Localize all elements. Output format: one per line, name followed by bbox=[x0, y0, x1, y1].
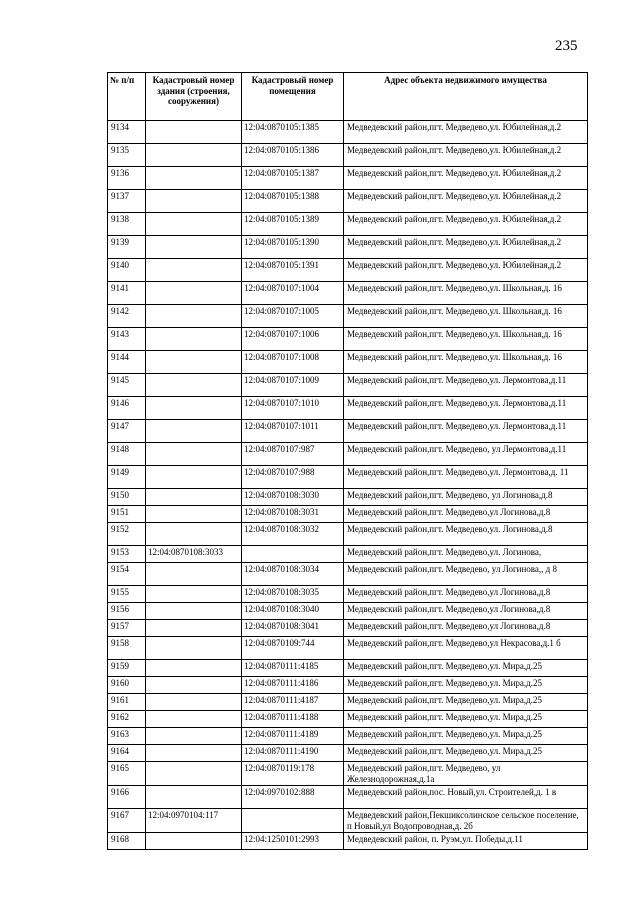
cell-building-cadastral bbox=[146, 144, 242, 167]
cell-room-cadastral: 12:04:0870107:1008 bbox=[242, 351, 344, 374]
cell-room-cadastral: 12:04:0870105:1389 bbox=[242, 213, 344, 236]
cell-room-cadastral: 12:04:0870111:4190 bbox=[242, 745, 344, 762]
cell-number: 9141 bbox=[108, 282, 146, 305]
cell-number: 9135 bbox=[108, 144, 146, 167]
cell-building-cadastral bbox=[146, 603, 242, 620]
cell-room-cadastral: 12:04:0870108:3030 bbox=[242, 489, 344, 506]
header-room-cadastral: Кадастровый номер помещения bbox=[242, 73, 344, 121]
cell-address: Медведевский район,пгт. Медведево,ул. Юбилейная,д.2 bbox=[344, 236, 588, 259]
table-row bbox=[108, 121, 588, 144]
table-row bbox=[108, 563, 588, 586]
page-number: 235 bbox=[555, 38, 578, 54]
cell-room-cadastral bbox=[242, 809, 344, 833]
cell-room-cadastral: 12:04:1250101:2993 bbox=[242, 833, 344, 850]
cell-building-cadastral bbox=[146, 563, 242, 586]
table-row bbox=[108, 144, 588, 167]
cell-number: 9138 bbox=[108, 213, 146, 236]
cell-number: 9163 bbox=[108, 728, 146, 745]
cell-building-cadastral bbox=[146, 328, 242, 351]
cell-address: Медведевский район,пгт. Медведево, ул Логинова,д.8 bbox=[344, 489, 588, 506]
cell-number: 9165 bbox=[108, 762, 146, 786]
cell-number: 9155 bbox=[108, 586, 146, 603]
cell-room-cadastral: 12:04:0870107:1005 bbox=[242, 305, 344, 328]
cell-room-cadastral: 12:04:0870108:3035 bbox=[242, 586, 344, 603]
cell-address: Медведевский район,пгт. Медведево,ул. Мира,д.25 bbox=[344, 711, 588, 728]
cell-number: 9164 bbox=[108, 745, 146, 762]
cell-room-cadastral: 12:04:0870111:4186 bbox=[242, 677, 344, 694]
cell-number: 9153 bbox=[108, 546, 146, 563]
cell-address: Медведевский район,пгт. Медведево,ул. Юбилейная,д.2 bbox=[344, 190, 588, 213]
cell-room-cadastral: 12:04:0870107:1010 bbox=[242, 397, 344, 420]
cell-room-cadastral: 12:04:0870107:1009 bbox=[242, 374, 344, 397]
cell-building-cadastral: 12:04:0970104:117 bbox=[146, 809, 242, 833]
table-header-row bbox=[108, 73, 588, 121]
cell-building-cadastral bbox=[146, 466, 242, 489]
cell-building-cadastral bbox=[146, 694, 242, 711]
table-row bbox=[108, 620, 588, 637]
cell-number: 9140 bbox=[108, 259, 146, 282]
table-row bbox=[108, 420, 588, 443]
cell-number: 9142 bbox=[108, 305, 146, 328]
cell-building-cadastral bbox=[146, 833, 242, 850]
cell-address: Медведевский район,пгт. Медведево,ул. Юбилейная,д.2 bbox=[344, 167, 588, 190]
table-row bbox=[108, 489, 588, 506]
cell-room-cadastral: 12:04:0870111:4189 bbox=[242, 728, 344, 745]
cell-room-cadastral: 12:04:0970102:888 bbox=[242, 786, 344, 809]
cell-number: 9162 bbox=[108, 711, 146, 728]
cell-building-cadastral bbox=[146, 397, 242, 420]
cell-building-cadastral bbox=[146, 351, 242, 374]
cell-room-cadastral: 12:04:0870107:1011 bbox=[242, 420, 344, 443]
table-row bbox=[108, 259, 588, 282]
cell-building-cadastral bbox=[146, 489, 242, 506]
cell-room-cadastral bbox=[242, 546, 344, 563]
cell-number: 9139 bbox=[108, 236, 146, 259]
cell-room-cadastral: 12:04:0870111:4185 bbox=[242, 660, 344, 677]
cell-building-cadastral bbox=[146, 506, 242, 523]
cell-address: Медведевский район,пгт. Медведево,ул. Лермонтова,д.11 bbox=[344, 420, 588, 443]
table-row bbox=[108, 809, 588, 833]
cell-address: Медведевский район,Пекшиксолинское сельское поселение, п Новый,ул Водопроводная,д. 2б bbox=[344, 809, 588, 833]
cell-building-cadastral bbox=[146, 443, 242, 466]
table-row bbox=[108, 745, 588, 762]
cell-address: Медведевский район,пгт. Медведево, ул Железнодорожная,д.1а bbox=[344, 762, 588, 786]
table-row bbox=[108, 213, 588, 236]
cell-building-cadastral bbox=[146, 620, 242, 637]
cell-address: Медведевский район, п. Руэм,ул. Победы,д.11 bbox=[344, 833, 588, 850]
table-row bbox=[108, 351, 588, 374]
cell-number: 9134 bbox=[108, 121, 146, 144]
cell-address: Медведевский район,пгт. Медведево,ул. Логинова,д.8 bbox=[344, 523, 588, 546]
cell-address: Медведевский район,пгт. Медведево,ул. Мира,д.25 bbox=[344, 728, 588, 745]
cell-address: Медведевский район,пгт. Медведево,ул. Мира,д.25 bbox=[344, 677, 588, 694]
cell-number: 9147 bbox=[108, 420, 146, 443]
cell-building-cadastral bbox=[146, 786, 242, 809]
cell-room-cadastral: 12:04:0870108:3034 bbox=[242, 563, 344, 586]
cell-address: Медведевский район,пгт. Медведево,ул Некрасова,д.1 б bbox=[344, 637, 588, 660]
cell-number: 9146 bbox=[108, 397, 146, 420]
table-row bbox=[108, 762, 588, 786]
cell-number: 9168 bbox=[108, 833, 146, 850]
cell-number: 9157 bbox=[108, 620, 146, 637]
cell-address: Медведевский район,пгт. Медведево,ул. Лермонтова,д.11 bbox=[344, 397, 588, 420]
cell-address: Медведевский район,пгт. Медведево,ул. Мира,д.25 bbox=[344, 694, 588, 711]
cell-address: Медведевский район,пгт. Медведево,ул Логинова,д.8 bbox=[344, 620, 588, 637]
table-row bbox=[108, 660, 588, 677]
cell-number: 9150 bbox=[108, 489, 146, 506]
cell-room-cadastral: 12:04:0870109:744 bbox=[242, 637, 344, 660]
cell-address: Медведевский район,пос. Новый,ул. Строителей,д. 1 в bbox=[344, 786, 588, 809]
cell-room-cadastral: 12:04:0870107:988 bbox=[242, 466, 344, 489]
cell-number: 9160 bbox=[108, 677, 146, 694]
cell-room-cadastral: 12:04:0870105:1390 bbox=[242, 236, 344, 259]
cell-room-cadastral: 12:04:0870105:1386 bbox=[242, 144, 344, 167]
cell-address: Медведевский район,пгт. Медведево,ул. Логинова, bbox=[344, 546, 588, 563]
table-row bbox=[108, 466, 588, 489]
cell-number: 9167 bbox=[108, 809, 146, 833]
cell-room-cadastral: 12:04:0870105:1385 bbox=[242, 121, 344, 144]
property-registry-table bbox=[107, 72, 588, 850]
table-row bbox=[108, 546, 588, 563]
cell-address: Медведевский район,пгт. Медведево,ул Логинова,д.8 bbox=[344, 586, 588, 603]
cell-room-cadastral: 12:04:0870107:987 bbox=[242, 443, 344, 466]
cell-building-cadastral bbox=[146, 711, 242, 728]
cell-building-cadastral bbox=[146, 762, 242, 786]
cell-number: 9145 bbox=[108, 374, 146, 397]
cell-building-cadastral bbox=[146, 167, 242, 190]
cell-address: Медведевский район,пгт. Медведево,ул. Мира,д.25 bbox=[344, 745, 588, 762]
cell-building-cadastral bbox=[146, 728, 242, 745]
header-number: № п/п bbox=[108, 73, 146, 121]
table-row bbox=[108, 236, 588, 259]
cell-room-cadastral: 12:04:0870108:3041 bbox=[242, 620, 344, 637]
cell-building-cadastral bbox=[146, 374, 242, 397]
cell-address: Медведевский район,пгт. Медведево,ул. Лермонтова,д. 11 bbox=[344, 466, 588, 489]
cell-building-cadastral: 12:04:0870108:3033 bbox=[146, 546, 242, 563]
table-row bbox=[108, 833, 588, 850]
cell-building-cadastral bbox=[146, 523, 242, 546]
cell-room-cadastral: 12:04:0870107:1006 bbox=[242, 328, 344, 351]
cell-address: Медведевский район,пгт. Медведево, ул Лермонтова,д.11 bbox=[344, 443, 588, 466]
table-row bbox=[108, 728, 588, 745]
table-row bbox=[108, 506, 588, 523]
cell-room-cadastral: 12:04:0870108:3040 bbox=[242, 603, 344, 620]
table-row bbox=[108, 443, 588, 466]
table-row bbox=[108, 786, 588, 809]
cell-number: 9148 bbox=[108, 443, 146, 466]
cell-address: Медведевский район,пгт. Медведево,ул. Школьная,д. 16 bbox=[344, 305, 588, 328]
cell-number: 9137 bbox=[108, 190, 146, 213]
cell-address: Медведевский район,пгт. Медведево, ул Логинова,, д 8 bbox=[344, 563, 588, 586]
cell-building-cadastral bbox=[146, 745, 242, 762]
table-row bbox=[108, 677, 588, 694]
cell-building-cadastral bbox=[146, 586, 242, 603]
cell-address: Медведевский район,пгт. Медведево,ул Логинова,д.8 bbox=[344, 506, 588, 523]
cell-building-cadastral bbox=[146, 121, 242, 144]
table-row bbox=[108, 694, 588, 711]
cell-address: Медведевский район,пгт. Медведево,ул. Юбилейная,д.2 bbox=[344, 144, 588, 167]
cell-building-cadastral bbox=[146, 190, 242, 213]
table-row bbox=[108, 282, 588, 305]
cell-address: Медведевский район,пгт. Медведево,ул. Юбилейная,д.2 bbox=[344, 121, 588, 144]
cell-building-cadastral bbox=[146, 236, 242, 259]
cell-building-cadastral bbox=[146, 213, 242, 236]
cell-number: 9166 bbox=[108, 786, 146, 809]
cell-number: 9156 bbox=[108, 603, 146, 620]
cell-address: Медведевский район,пгт. Медведево,ул Логинова,д.8 bbox=[344, 603, 588, 620]
cell-room-cadastral: 12:04:0870111:4188 bbox=[242, 711, 344, 728]
cell-number: 9144 bbox=[108, 351, 146, 374]
cell-number: 9143 bbox=[108, 328, 146, 351]
cell-building-cadastral bbox=[146, 305, 242, 328]
table-row bbox=[108, 397, 588, 420]
cell-room-cadastral: 12:04:0870108:3031 bbox=[242, 506, 344, 523]
cell-address: Медведевский район,пгт. Медведево,ул. Школьная,д. 16 bbox=[344, 351, 588, 374]
cell-address: Медведевский район,пгт. Медведево,ул. Мира,д.25 bbox=[344, 660, 588, 677]
cell-room-cadastral: 12:04:0870108:3032 bbox=[242, 523, 344, 546]
table-row bbox=[108, 328, 588, 351]
table-row bbox=[108, 586, 588, 603]
cell-number: 9154 bbox=[108, 563, 146, 586]
cell-building-cadastral bbox=[146, 677, 242, 694]
cell-address: Медведевский район,пгт. Медведево,ул. Юбилейная,д.2 bbox=[344, 213, 588, 236]
table-row bbox=[108, 603, 588, 620]
cell-building-cadastral bbox=[146, 259, 242, 282]
table-row bbox=[108, 374, 588, 397]
table-row bbox=[108, 523, 588, 546]
header-address: Адрес объекта недвижимого имущества bbox=[344, 73, 588, 121]
cell-room-cadastral: 12:04:0870105:1388 bbox=[242, 190, 344, 213]
table-row bbox=[108, 305, 588, 328]
cell-room-cadastral: 12:04:0870107:1004 bbox=[242, 282, 344, 305]
cell-building-cadastral bbox=[146, 637, 242, 660]
cell-building-cadastral bbox=[146, 282, 242, 305]
table-row bbox=[108, 637, 588, 660]
cell-number: 9151 bbox=[108, 506, 146, 523]
cell-building-cadastral bbox=[146, 660, 242, 677]
header-building-cadastral: Кадастровый номер здания (строения, сооружения) bbox=[146, 73, 242, 121]
cell-building-cadastral bbox=[146, 420, 242, 443]
cell-number: 9152 bbox=[108, 523, 146, 546]
cell-number: 9136 bbox=[108, 167, 146, 190]
cell-address: Медведевский район,пгт. Медведево,ул. Школьная,д. 16 bbox=[344, 282, 588, 305]
cell-number: 9161 bbox=[108, 694, 146, 711]
cell-address: Медведевский район,пгт. Медведево,ул. Юбилейная,д.2 bbox=[344, 259, 588, 282]
cell-room-cadastral: 12:04:0870119:178 bbox=[242, 762, 344, 786]
cell-address: Медведевский район,пгт. Медведево,ул. Лермонтова,д.11 bbox=[344, 374, 588, 397]
cell-room-cadastral: 12:04:0870111:4187 bbox=[242, 694, 344, 711]
cell-room-cadastral: 12:04:0870105:1391 bbox=[242, 259, 344, 282]
cell-room-cadastral: 12:04:0870105:1387 bbox=[242, 167, 344, 190]
table-row bbox=[108, 190, 588, 213]
cell-address: Медведевский район,пгт. Медведево,ул. Школьная,д. 16 bbox=[344, 328, 588, 351]
table-row bbox=[108, 167, 588, 190]
cell-number: 9158 bbox=[108, 637, 146, 660]
table-row bbox=[108, 711, 588, 728]
cell-number: 9159 bbox=[108, 660, 146, 677]
cell-number: 9149 bbox=[108, 466, 146, 489]
